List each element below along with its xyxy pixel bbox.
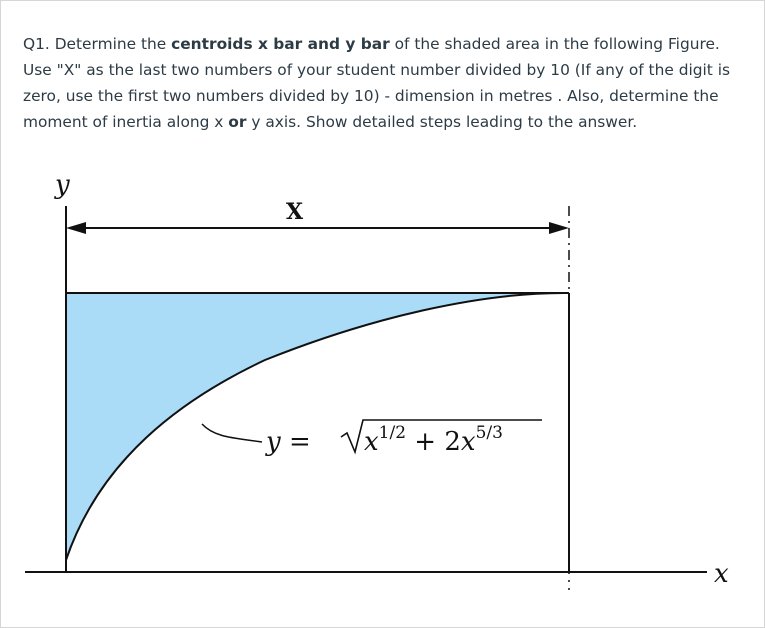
equation-base-2: x: [460, 427, 476, 457]
question-bold-centroids: centroids x bar and y bar: [171, 35, 390, 53]
dimension-label: X: [286, 199, 304, 225]
question-bold-or: or: [228, 113, 247, 131]
x-axis-label: x: [714, 559, 729, 589]
equation-exponent-1: 1/2: [378, 423, 407, 443]
question-suffix: y axis. Show detailed steps leading to the answer.: [246, 113, 638, 131]
equation-plus: + 2: [406, 427, 461, 457]
equation-lhs: y =: [266, 427, 311, 457]
dimension-arrow-right: [549, 222, 569, 234]
equation-text: [265, 427, 311, 457]
dimension-arrow-left: [66, 222, 86, 234]
y-axis-label: y: [55, 170, 70, 200]
question-middle: of the shaded area in the following Figure. Use "X" as the last two numbers of your student number divided by 10 (If any of the digit is zero, use the first two numbers divided by 10) - dimension in metres . Also, determine the moment of inertia along x: [23, 35, 731, 131]
question-prefix: Q1. Determine the: [23, 35, 172, 53]
equation-base-1: x: [364, 427, 379, 457]
equation-exponent-2: 5/3: [475, 423, 503, 443]
equation-radicand: [364, 423, 503, 457]
equation-label: [265, 420, 542, 457]
leader-line: [202, 424, 262, 442]
